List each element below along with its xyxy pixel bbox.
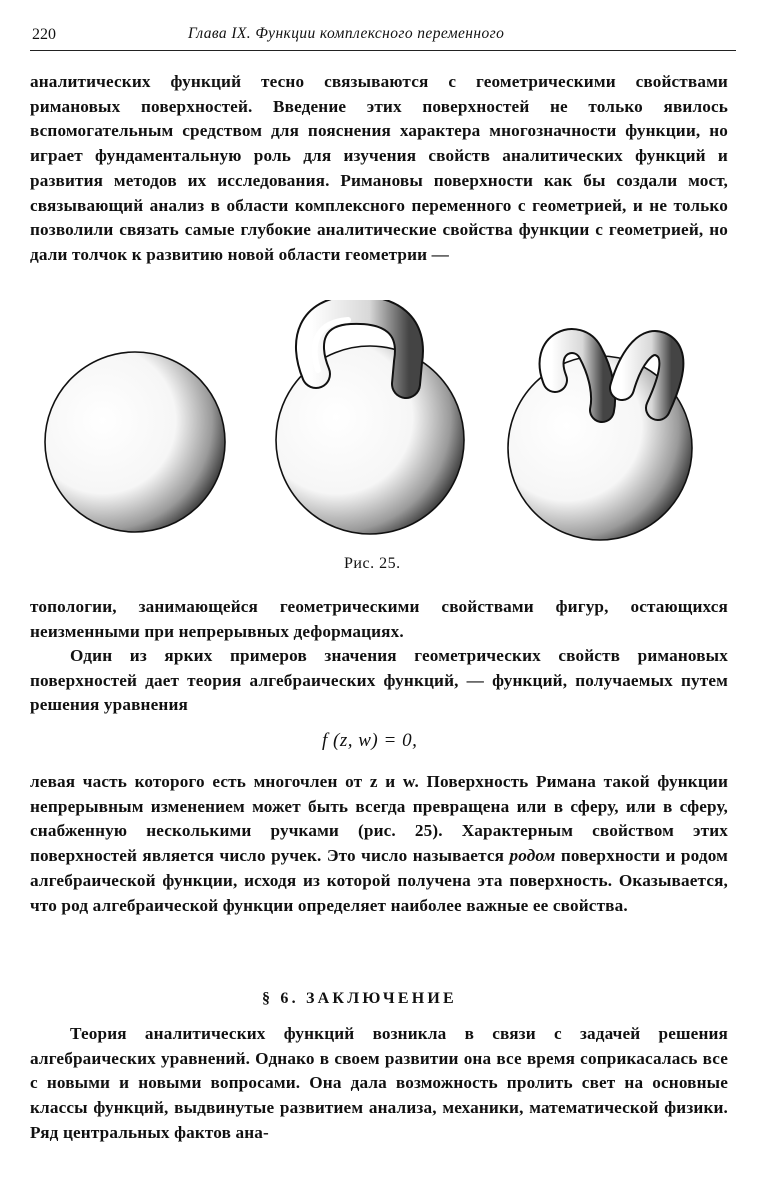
sphere-one-handle bbox=[276, 310, 464, 534]
paragraph-intro: аналитических функций тесно связываются с геометрическими свойствами римановых поверхностей. Введение этих поверхностей не только явилось вспомогательным средством для пояснения характера многозначности функции, но играет фундаментальную роль для изучения свойств аналитических функций и развития методов их исследования. Римановы поверхности как бы создали мост, связывающий анализ в области комплексного переменного с геометрией, и не только позволили связать самые глубокие аналитические свойства функции с геометрией, но дали толчок к развитию новой области геометрии — bbox=[30, 72, 728, 264]
paragraph-algebraic-functions: Один из ярких примеров значения геометрических свойств римановых поверхностей дает теория алгебраических функций, — функций, получаемых путем решения уравнения bbox=[30, 646, 728, 715]
sphere-two-handles bbox=[508, 341, 692, 540]
paragraph-conclusion: Теория аналитических функций возникла в связи с задачей решения алгебраических уравнений. Однако в своем развитии она все время соприкасалась все с новыми и новыми вопросами. Она дала возможность пролить свет на основные классы функций, выдвинутые развитием анализа, механики, математической физики. Ряд центральных фактов ана- bbox=[30, 1024, 728, 1142]
sphere-genus-0 bbox=[45, 352, 225, 532]
page-header bbox=[30, 24, 736, 51]
page-number: 220 bbox=[32, 26, 56, 43]
genus-term: родом bbox=[509, 846, 556, 866]
paragraph-genus-text-1: левая часть которого есть многочлен от z и w. Поверхность Римана такой функции непрерывным изменением может быть всегда превращена или в сферу, или в сферу, снабженную несколькими ручками (рис. 25). Характерным свойством этих поверхностей является число ручек. Это число называется bbox=[30, 772, 728, 866]
running-title: Глава IX. Функции комплексного переменного bbox=[188, 25, 505, 42]
equation: f (z, w) = 0, bbox=[322, 730, 418, 751]
paragraph-genus bbox=[30, 770, 728, 918]
paragraph-genus-text-2: поверхности и родом алгебраической функции, исходя из которой получена эта поверхность. Оказывается, что род алгебраической функции определяет наиболее важные ее свойства. bbox=[30, 846, 728, 915]
paragraph-topology: топологии, занимающейся геометрическими свойствами фигур, остающихся неизменными при непрерывных деформациях. bbox=[30, 597, 728, 641]
section-heading: § 6. ЗАКЛЮЧЕНИЕ bbox=[262, 990, 457, 1007]
figure-riemann-surfaces bbox=[30, 300, 720, 550]
figure-caption: Рис. 25. bbox=[344, 555, 401, 572]
